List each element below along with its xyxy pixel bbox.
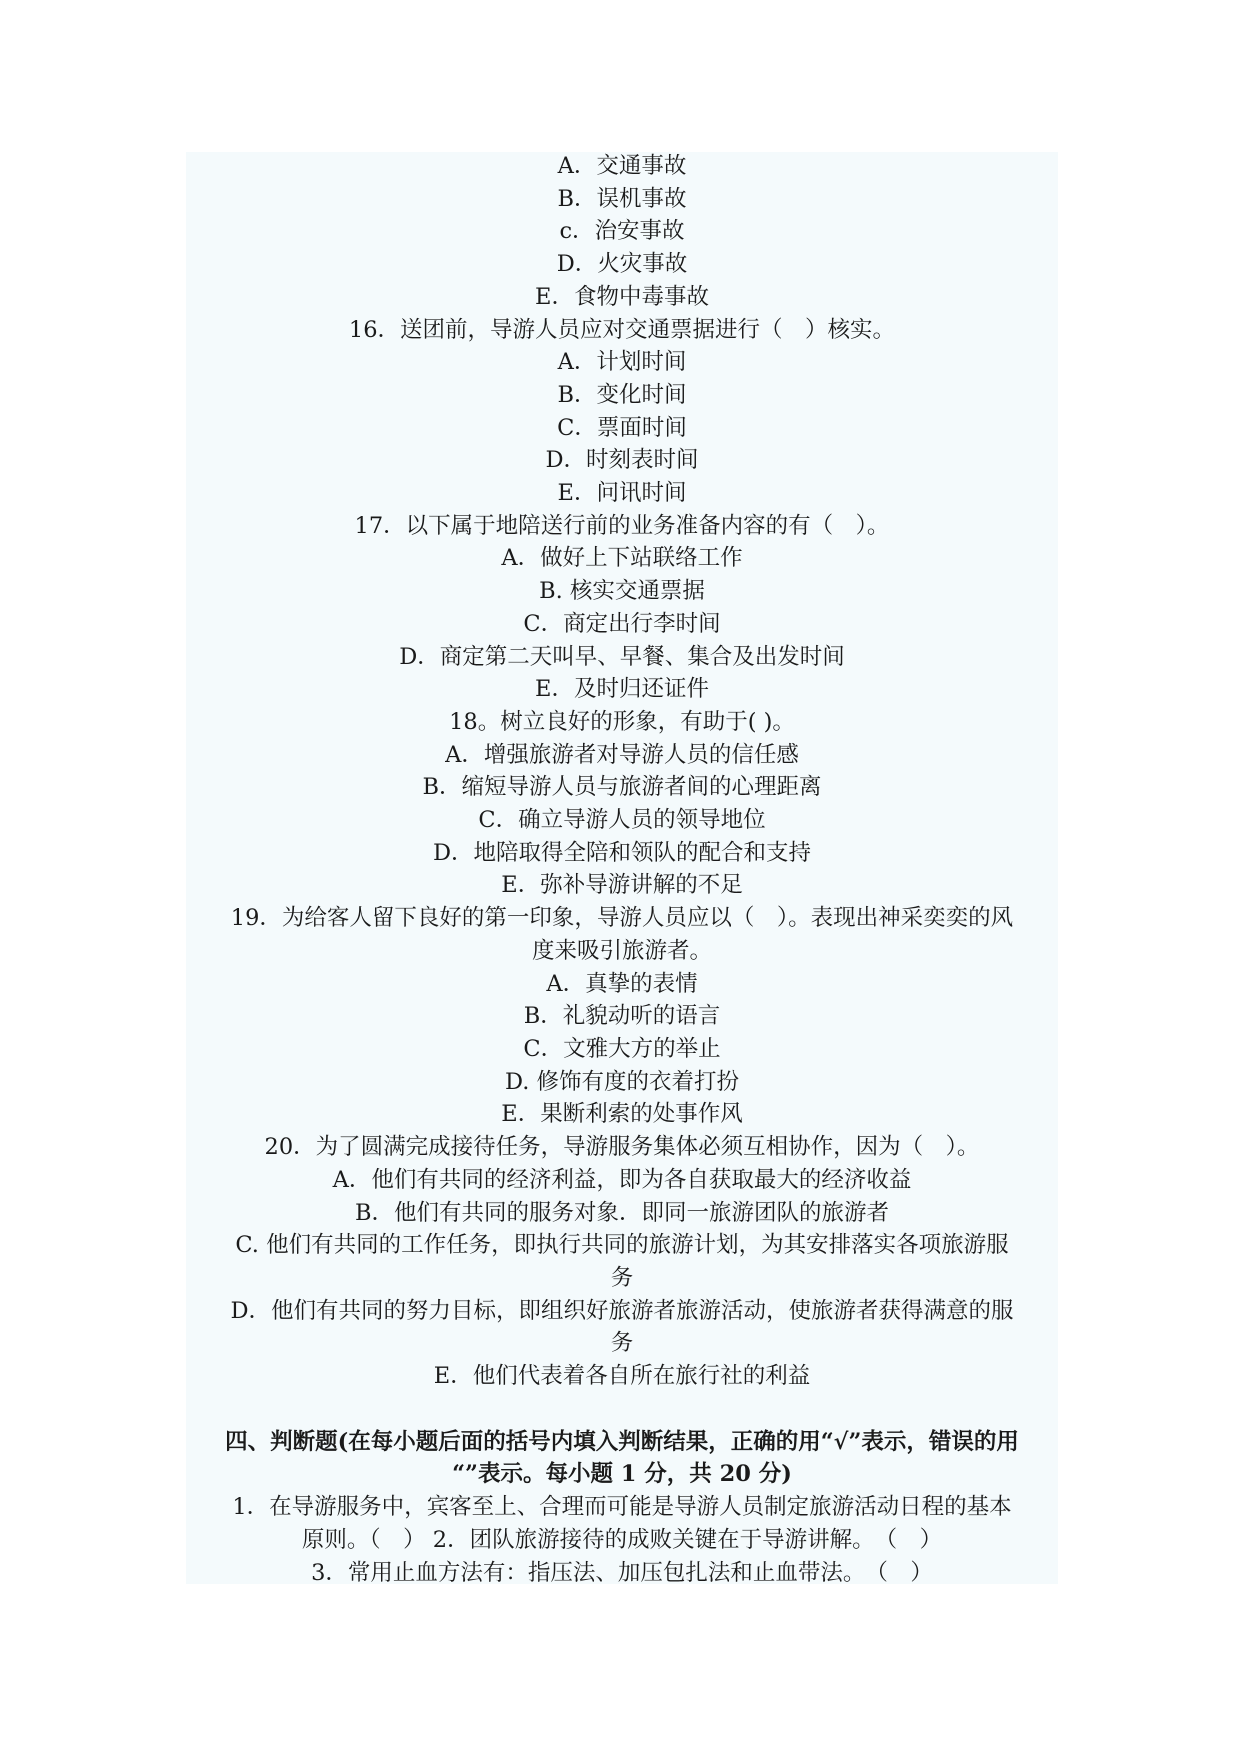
- text-line: A．他们有共同的经济利益，即为各自获取最大的经济收益: [332, 1166, 912, 1193]
- text-line: D. 修饰有度的衣着打扮: [504, 1068, 740, 1095]
- section-heading: 四、判断题(在每小题后面的括号内填入判断结果，正确的用“√”表示，错误的用: [225, 1428, 1019, 1455]
- text-line: A．交通事故: [557, 153, 687, 179]
- document-content: [186, 150, 1058, 1589]
- text-line: 务: [610, 1330, 634, 1357]
- text-line: E．果断利索的处事作风: [501, 1101, 743, 1128]
- text-line: B. 核实交通票据: [539, 578, 705, 605]
- text-line: B．他们有共同的服务对象．即同一旅游团队的旅游者: [354, 1199, 890, 1226]
- text-line: A．增强旅游者对导游人员的信任感: [445, 741, 799, 768]
- text-line: E．及时归还证件: [535, 676, 709, 703]
- text-line: 19．为给客人留下良好的第一印象，导游人员应以（ ）。表现出神采奕奕的风: [230, 905, 1014, 932]
- text-line: D．火灾事故: [556, 251, 688, 278]
- text-line: B．缩短导游人员与旅游者间的心理距离: [422, 774, 822, 801]
- text-line: C．票面时间: [557, 414, 687, 441]
- text-line: 16．送团前，导游人员应对交通票据进行（ ）核实。: [348, 316, 896, 343]
- text-line: 20．为了圆满完成接待任务，导游服务集体必须互相协作，因为（ ）。: [264, 1134, 980, 1161]
- section-heading-continued: “”表示。每小题 1 分，共 20 分): [452, 1461, 792, 1488]
- question-block-before: [186, 150, 1058, 1393]
- text-line: B．误机事故: [557, 185, 687, 212]
- text-line: D．他们有共同的努力目标，即组织好旅游者旅游活动，使旅游者获得满意的服: [230, 1297, 1014, 1324]
- text-line: C．确立导游人员的领导地位: [478, 807, 766, 834]
- text-line: C．商定出行李时间: [523, 610, 721, 637]
- section-gap: [186, 1393, 1058, 1426]
- text-line: 务: [610, 1264, 634, 1291]
- text-line: E．他们代表着各自所在旅行社的利益: [433, 1363, 811, 1390]
- text-line: A．真挚的表情: [546, 970, 698, 997]
- text-line: A．做好上下站联络工作: [501, 545, 743, 572]
- text-line: B．变化时间: [557, 381, 687, 408]
- text-line: 1．在导游服务中，宾客至上、合理而可能是导游人员制定旅游活动日程的基本: [232, 1494, 1012, 1521]
- text-line: D．时刻表时间: [545, 447, 699, 474]
- text-line: D．地陪取得全陪和领队的配合和支持: [432, 839, 812, 866]
- text-line: C．文雅大方的举止: [523, 1035, 721, 1062]
- question-block-after: [186, 1491, 1058, 1589]
- text-line: A．计划时间: [557, 349, 687, 376]
- text-line: 度来吸引旅游者。: [531, 937, 712, 964]
- text-line: 17．以下属于地陪送行前的业务准备内容的有（ ）。: [354, 512, 890, 539]
- text-line: B．礼貌动听的语言: [523, 1003, 721, 1030]
- text-line: E．食物中毒事故: [535, 283, 709, 310]
- text-line: 18。树立良好的形象，有助于( )。: [449, 708, 795, 735]
- text-line: E．弥补导游讲解的不足: [501, 872, 743, 899]
- text-line: C. 他们有共同的工作任务，即执行共同的旅游计划，为其安排落实各项旅游服: [235, 1232, 1009, 1259]
- text-line: c．治安事故: [559, 218, 685, 245]
- text-line: 原则。（ ） 2．团队旅游接待的成败关键在于导游讲解。 （ ）: [301, 1526, 943, 1553]
- text-line: D．商定第二天叫早、早餐、集合及出发时间: [399, 643, 845, 670]
- text-line: 3．常用止血方法有：指压法、加压包扎法和止血带法。 （ ）: [311, 1559, 933, 1586]
- text-line: E．问讯时间: [557, 480, 687, 507]
